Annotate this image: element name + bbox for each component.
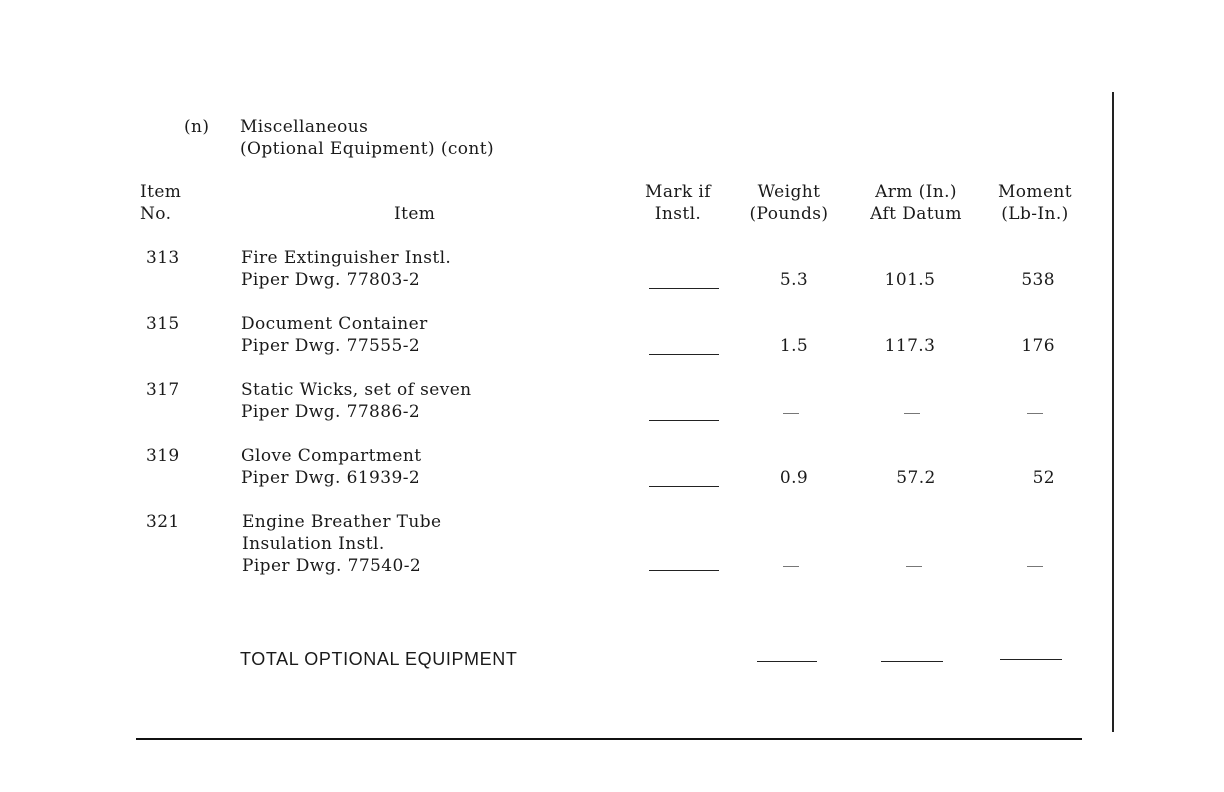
row-description: Engine Breather Tube: [242, 512, 442, 532]
row-item-no: 321: [146, 512, 180, 532]
moment-not-applicable-dash: [1027, 413, 1043, 414]
header-mark-2: Instl.: [654, 204, 702, 224]
row-description: Document Container: [241, 314, 428, 334]
row-weight: 1.5: [779, 336, 809, 356]
row-moment: 538: [1021, 270, 1055, 290]
header-arm-2: Aft Datum: [870, 204, 962, 224]
mark-if-installed-blank[interactable]: [649, 486, 719, 487]
row-description: Static Wicks, set of seven: [241, 380, 472, 400]
section-letter: (n): [184, 117, 210, 137]
row-moment: 52: [1032, 468, 1055, 488]
row-moment: 176: [1021, 336, 1055, 356]
total-weight-blank[interactable]: [757, 661, 817, 662]
row-item-no: 319: [146, 446, 180, 466]
mark-if-installed-blank[interactable]: [649, 354, 719, 355]
header-item-no-2: No.: [140, 204, 172, 224]
row-item-no: 317: [146, 380, 180, 400]
section-title: Miscellaneous: [240, 117, 369, 137]
header-weight-2: (Pounds): [749, 204, 829, 224]
arm-not-applicable-dash: [906, 566, 922, 567]
row-drawing: Piper Dwg. 77555-2: [241, 336, 421, 356]
total-arm-blank[interactable]: [881, 661, 943, 662]
header-moment: Moment: [997, 182, 1072, 202]
mark-if-installed-blank[interactable]: [649, 288, 719, 289]
total-label: TOTAL OPTIONAL EQUIPMENT: [240, 649, 518, 669]
header-arm: Arm (In.): [875, 182, 957, 202]
row-item-no: 315: [146, 314, 180, 334]
total-moment-blank[interactable]: [1000, 659, 1062, 660]
row-weight: 5.3: [779, 270, 809, 290]
row-weight: 0.9: [779, 468, 809, 488]
row-drawing: Piper Dwg. 61939-2: [241, 468, 421, 488]
header-moment-2: (Lb-In.): [1001, 204, 1069, 224]
row-arm: 101.5: [884, 270, 936, 290]
arm-not-applicable-dash: [904, 413, 920, 414]
row-description: Fire Extinguisher Instl.: [241, 248, 452, 268]
row-arm: 117.3: [884, 336, 936, 356]
header-weight: Weight: [757, 182, 821, 202]
row-description-line2: Insulation Instl.: [242, 534, 385, 554]
mark-if-installed-blank[interactable]: [649, 570, 719, 571]
weight-not-applicable-dash: [783, 566, 799, 567]
header-item-no: Item: [140, 182, 182, 202]
section-subtitle: (Optional Equipment) (cont): [240, 139, 495, 159]
header-mark: Mark if: [645, 182, 711, 202]
moment-not-applicable-dash: [1027, 566, 1043, 567]
row-drawing: Piper Dwg. 77886-2: [241, 402, 421, 422]
header-item: Item: [394, 204, 436, 224]
row-drawing: Piper Dwg. 77540-2: [242, 556, 422, 576]
weight-not-applicable-dash: [783, 413, 799, 414]
row-arm: 57.2: [896, 468, 936, 488]
bottom-rule: [136, 738, 1082, 740]
row-item-no: 313: [146, 248, 180, 268]
row-drawing: Piper Dwg. 77803-2: [241, 270, 421, 290]
change-bar: [1112, 92, 1114, 732]
mark-if-installed-blank[interactable]: [649, 420, 719, 421]
row-description: Glove Compartment: [241, 446, 422, 466]
